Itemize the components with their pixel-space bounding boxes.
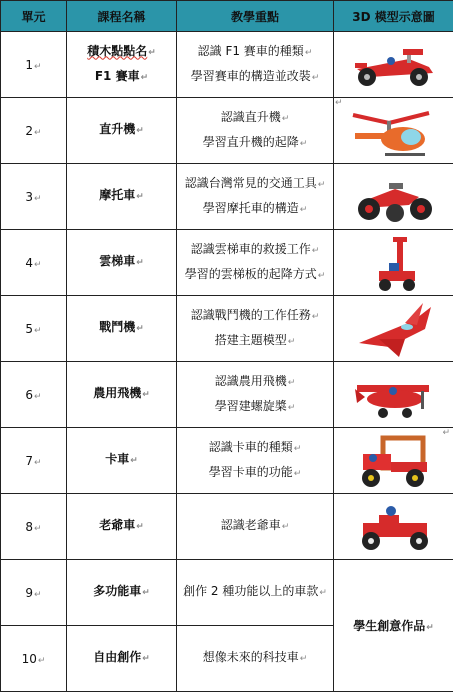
focus-text: 認識卡車的種類	[209, 440, 293, 454]
motorcycle-model-icon	[349, 169, 439, 225]
paragraph-mark: ↵	[136, 522, 144, 532]
unit-cell	[1, 98, 67, 164]
vintage-car-model-icon	[349, 499, 439, 555]
teaching-focus-cell	[177, 164, 334, 230]
focus-text: 認識農用飛機	[215, 374, 287, 388]
unit-cell	[1, 362, 67, 428]
focus-text: 認識直升機	[221, 110, 281, 124]
focus-text: 學習卡車的功能	[209, 465, 293, 479]
course-name-text: 直升機	[99, 122, 135, 136]
header-row	[1, 1, 453, 32]
course-name-cell	[67, 230, 177, 296]
focus-text: 認識老爺車	[221, 518, 281, 532]
teaching-focus-cell	[177, 428, 334, 494]
unit-number: 7	[25, 454, 33, 468]
model-cell	[334, 164, 453, 230]
course-name-line	[67, 65, 176, 90]
table-row	[1, 428, 453, 494]
unit-number: 3	[25, 190, 33, 204]
focus-line	[177, 65, 333, 90]
course-name-cell	[67, 494, 177, 560]
course-name-cell	[67, 362, 177, 428]
paragraph-mark: ↵	[34, 458, 42, 468]
course-name-line	[67, 40, 176, 65]
focus-line	[177, 329, 333, 354]
paragraph-mark: ↵	[142, 588, 150, 598]
paragraph-mark: ↵	[34, 128, 42, 138]
focus-text: 搭建主題模型	[215, 333, 287, 347]
paragraph-mark: ↵	[288, 337, 296, 347]
table-row	[1, 362, 453, 428]
f1-race-car-model-icon	[349, 37, 439, 93]
paragraph-mark: ↵	[34, 194, 42, 204]
focus-line	[177, 436, 333, 461]
unit-cell	[1, 494, 67, 560]
paragraph-mark: ↵	[318, 271, 326, 281]
teaching-focus-cell	[177, 626, 334, 692]
course-name-text: 卡車	[105, 452, 129, 466]
teaching-focus-cell	[177, 560, 334, 626]
unit-cell	[1, 626, 67, 692]
focus-line	[177, 106, 333, 131]
focus-text: 學習的雲梯板的起降方式	[185, 267, 317, 281]
paragraph-mark: ↵	[442, 428, 450, 438]
paragraph-mark: ↵	[294, 469, 302, 479]
unit-cell	[1, 32, 67, 98]
paragraph-mark: ↵	[300, 139, 308, 149]
helicopter-model-icon	[349, 103, 439, 159]
course-name-text: 農用飛機	[93, 386, 141, 400]
model-cell	[334, 296, 453, 362]
paragraph-mark: ↵	[426, 623, 434, 633]
header-course-name: 課程名稱	[67, 1, 177, 32]
focus-line	[177, 395, 333, 420]
crop-duster-plane-model-icon	[349, 367, 439, 423]
header-unit: 單元	[1, 1, 67, 32]
paragraph-mark: ↵	[305, 48, 313, 58]
focus-text: 認識 F1 賽車的種類	[198, 44, 304, 58]
paragraph-mark: ↵	[312, 73, 320, 83]
course-name-text: 摩托車	[99, 188, 135, 202]
unit-number: 4	[25, 256, 33, 270]
paragraph-mark: ↵	[136, 126, 144, 136]
unit-number: 10	[22, 652, 37, 666]
course-name-cell	[67, 164, 177, 230]
unit-number: 1	[25, 58, 33, 72]
course-name-text: 多功能車	[93, 584, 141, 598]
paragraph-mark: ↵	[142, 390, 150, 400]
model-cell	[334, 428, 453, 494]
fighter-jet-model-icon	[349, 299, 439, 359]
focus-text: 想像未來的科技車	[203, 650, 299, 664]
unit-cell	[1, 560, 67, 626]
focus-line	[177, 580, 333, 605]
focus-line	[177, 370, 333, 395]
table-row	[1, 98, 453, 164]
paragraph-mark: ↵	[282, 522, 290, 532]
paragraph-mark: ↵	[312, 246, 320, 256]
focus-text: 學習摩托車的構造	[203, 201, 299, 215]
teaching-focus-cell	[177, 296, 334, 362]
paragraph-mark: ↵	[300, 654, 308, 664]
focus-line	[177, 40, 333, 65]
teaching-focus-cell	[177, 32, 334, 98]
table-row	[1, 560, 453, 626]
focus-line	[177, 131, 333, 156]
paragraph-mark: ↵	[142, 654, 150, 664]
paragraph-mark: ↵	[148, 48, 156, 58]
paragraph-mark: ↵	[136, 258, 144, 268]
truck-model-icon	[349, 432, 439, 490]
paragraph-mark: ↵	[282, 114, 290, 124]
paragraph-mark: ↵	[288, 378, 296, 388]
course-name-text: 雲梯車	[99, 254, 135, 268]
focus-text: 學習賽車的構造並改裝	[191, 69, 311, 83]
focus-line	[177, 514, 333, 539]
model-cell	[334, 362, 453, 428]
course-name-cell	[67, 296, 177, 362]
paragraph-mark: ↵	[34, 392, 42, 402]
paragraph-mark: ↵	[34, 590, 42, 600]
course-name-text: 老爺車	[99, 518, 135, 532]
focus-line	[177, 461, 333, 486]
focus-text: 創作 2 種功能以上的車款	[183, 584, 318, 598]
focus-line	[177, 172, 333, 197]
paragraph-mark: ↵	[34, 62, 42, 72]
model-cell	[334, 230, 453, 296]
paragraph-mark: ↵	[319, 588, 327, 598]
table-row	[1, 494, 453, 560]
ladder-truck-model-icon	[349, 233, 439, 293]
table-row	[1, 296, 453, 362]
model-cell	[334, 32, 453, 98]
table-row	[1, 164, 453, 230]
model-cell	[334, 494, 453, 560]
course-name-cell	[67, 32, 177, 98]
paragraph-mark: ↵	[300, 205, 308, 215]
table-row	[1, 32, 453, 98]
focus-text: 學習直升機的起降	[203, 135, 299, 149]
focus-line	[177, 197, 333, 222]
unit-cell	[1, 428, 67, 494]
paragraph-mark: ↵	[34, 260, 42, 270]
focus-text: 認識雲梯車的救援工作	[191, 242, 311, 256]
header-teaching-focus: 教學重點	[177, 1, 334, 32]
focus-line	[177, 304, 333, 329]
course-name-text: 戰鬥機	[99, 320, 135, 334]
unit-number: 8	[25, 520, 33, 534]
unit-number: 5	[25, 322, 33, 336]
teaching-focus-cell	[177, 494, 334, 560]
table-row	[1, 230, 453, 296]
paragraph-mark: ↵	[34, 326, 42, 336]
focus-line	[177, 238, 333, 263]
course-name-text: 自由創作	[93, 650, 141, 664]
teaching-focus-cell	[177, 362, 334, 428]
paragraph-mark: ↵	[130, 456, 138, 466]
paragraph-mark: ↵	[34, 524, 42, 534]
course-name-cell	[67, 560, 177, 626]
unit-cell	[1, 164, 67, 230]
unit-cell	[1, 230, 67, 296]
unit-number: 2	[25, 124, 33, 138]
student-work-label: 學生創意作品	[353, 619, 425, 633]
paragraph-mark: ↵	[136, 324, 144, 334]
course-name-cell	[67, 428, 177, 494]
unit-cell	[1, 296, 67, 362]
paragraph-mark: ↵	[288, 403, 296, 413]
course-name-cell	[67, 98, 177, 164]
paragraph-mark: ↵	[141, 73, 149, 83]
paragraph-mark: ↵	[136, 192, 144, 202]
focus-text: 認識戰鬥機的工作任務	[191, 308, 311, 322]
header-3d-model: 3D 模型示意圖	[334, 1, 453, 32]
paragraph-mark: ↵	[38, 656, 46, 666]
unit-number: 9	[25, 586, 33, 600]
student-work-cell	[334, 560, 453, 692]
focus-line	[177, 263, 333, 288]
course-name-text: 積木點點名	[87, 44, 147, 58]
focus-text: 學習建螺旋槳	[215, 399, 287, 413]
focus-line	[177, 646, 333, 671]
teaching-focus-cell	[177, 230, 334, 296]
teaching-focus-cell	[177, 98, 334, 164]
model-cell	[334, 98, 453, 164]
unit-number: 6	[25, 388, 33, 402]
course-name-cell	[67, 626, 177, 692]
paragraph-mark: ↵	[318, 180, 326, 190]
focus-text: 認識台灣常見的交通工具	[185, 176, 317, 190]
paragraph-mark: ↵	[294, 444, 302, 454]
paragraph-mark: ↵	[335, 98, 343, 108]
paragraph-mark: ↵	[312, 312, 320, 322]
course-name-text: F1 賽車	[95, 69, 140, 83]
